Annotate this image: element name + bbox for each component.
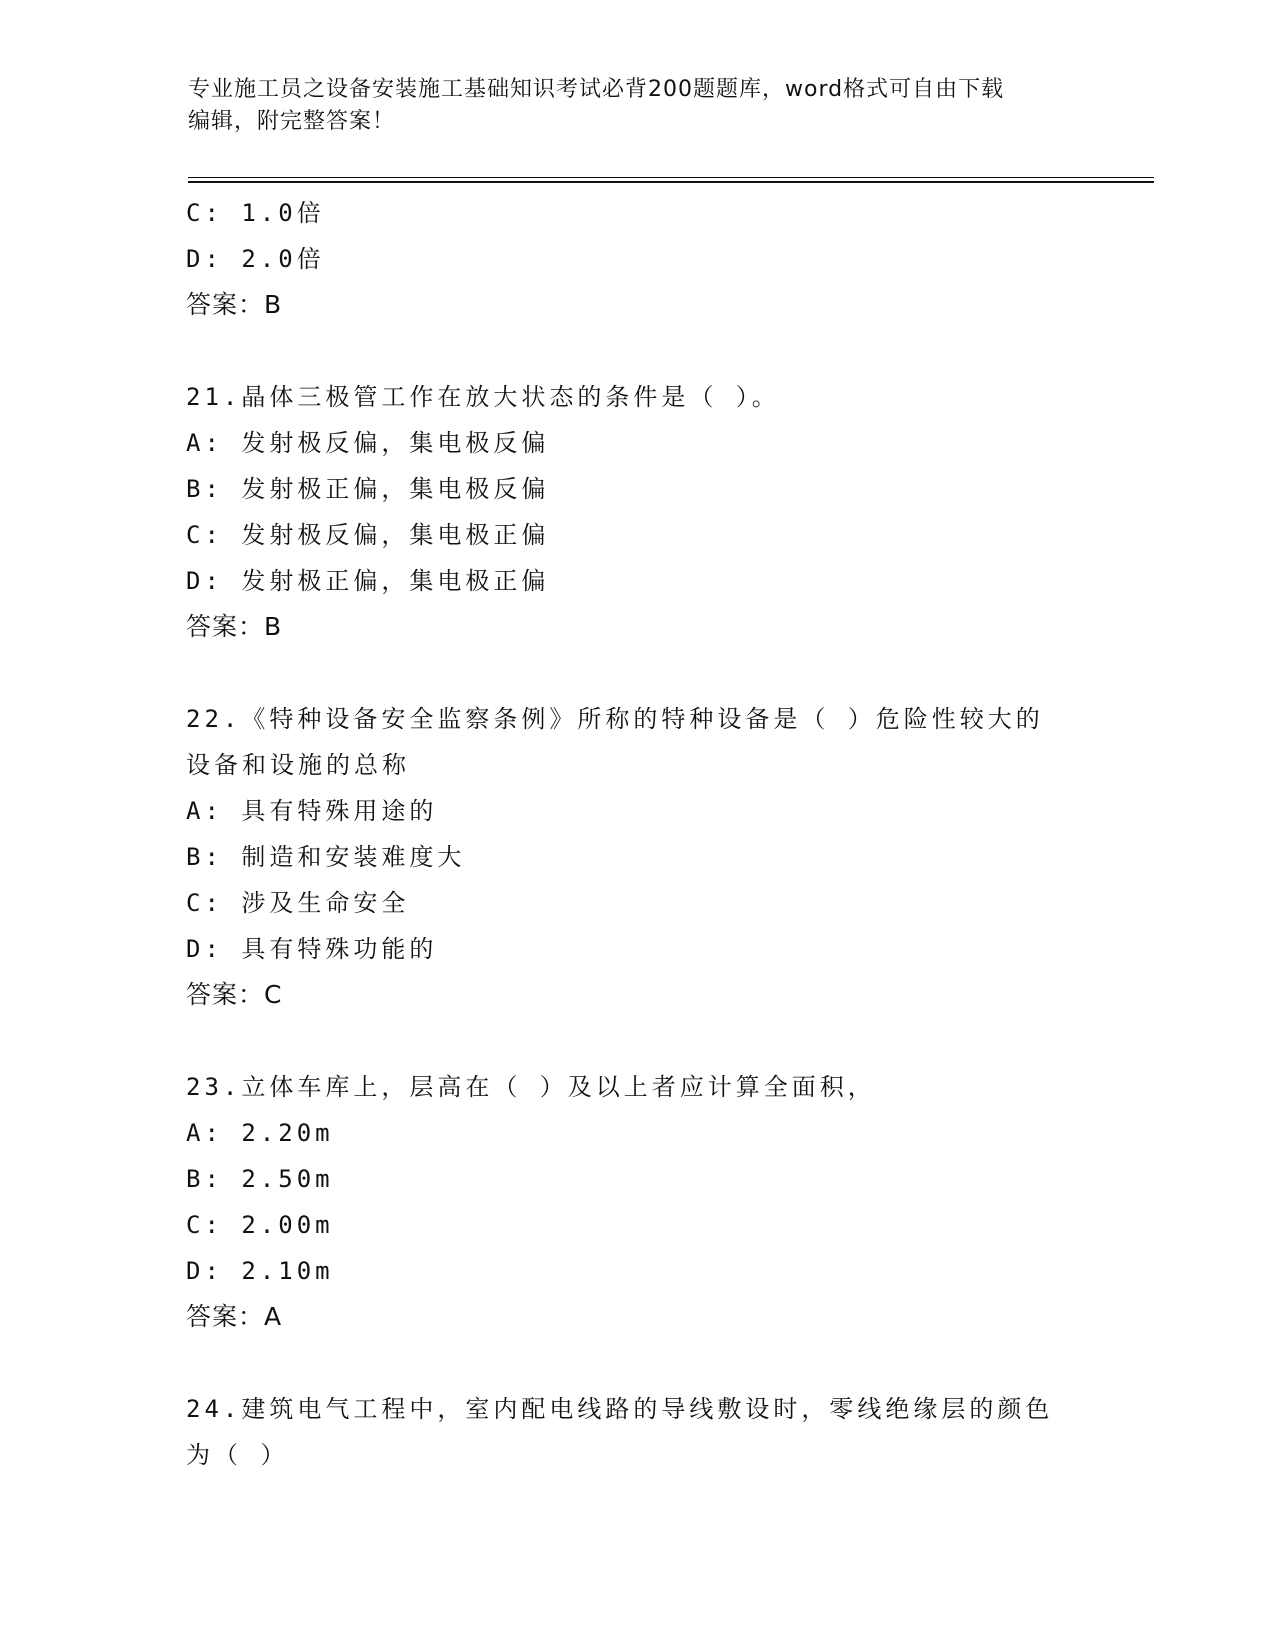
option-c: C: 发射极反偏，集电极正偏 [186, 521, 550, 549]
option-d: D: 2.0倍 [186, 245, 325, 273]
option-d: D: 2.10m [186, 1257, 334, 1285]
answer-line: 答案：A [186, 1302, 283, 1331]
option-a: A: 发射极反偏，集电极反偏 [186, 429, 550, 457]
option-c: C: 2.00m [186, 1211, 334, 1239]
question-stem: 21.晶体三极管工作在放大状态的条件是（ ）。 [186, 383, 780, 411]
option-d: D: 发射极正偏，集电极正偏 [186, 567, 550, 595]
question-22 [186, 696, 1086, 1018]
question-21 [186, 374, 1086, 650]
question-23 [186, 1064, 1086, 1340]
option-b: B: 2.50m [186, 1165, 334, 1193]
option-b: B: 制造和安装难度大 [186, 843, 466, 871]
option-c: C: 1.0倍 [186, 199, 325, 227]
question-stem-continued: 为（ ） [186, 1441, 289, 1469]
header-divider-thick [188, 181, 1154, 183]
question-24 [186, 1386, 1086, 1478]
answer-line: 答案：C [186, 980, 283, 1009]
question-fragment [186, 190, 1086, 328]
option-a: A: 具有特殊用途的 [186, 797, 438, 825]
answer-line: 答案：B [186, 612, 283, 641]
answer-line: 答案：B [186, 290, 283, 319]
document-body [186, 190, 1086, 1478]
option-d: D: 具有特殊功能的 [186, 935, 438, 963]
header-line-1: 专业施工员之设备安装施工基础知识考试必背200题题库，word格式可自由下载 [188, 77, 1005, 102]
question-stem-continued: 设备和设施的总称 [186, 751, 410, 779]
header-line-2: 编辑，附完整答案！ [188, 109, 396, 134]
option-c: C: 涉及生命安全 [186, 889, 410, 917]
header-divider-thin [188, 177, 1154, 178]
question-stem: 24.建筑电气工程中，室内配电线路的导线敷设时，零线绝缘层的颜色 [186, 1395, 1054, 1423]
option-b: B: 发射极正偏，集电极反偏 [186, 475, 550, 503]
question-stem: 22.《特种设备安全监察条例》所称的特种设备是（ ）危险性较大的 [186, 705, 1044, 733]
option-a: A: 2.20m [186, 1119, 334, 1147]
page-header [188, 74, 1068, 138]
question-stem: 23.立体车库上，层高在（ ）及以上者应计算全面积， [186, 1073, 876, 1101]
